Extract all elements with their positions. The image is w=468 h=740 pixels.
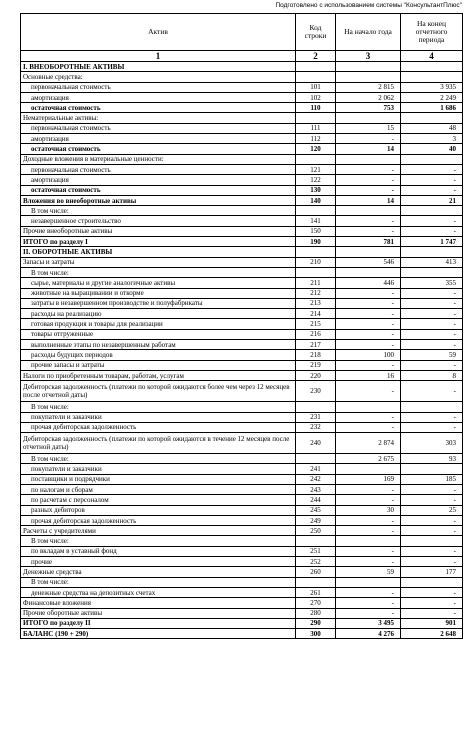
row-code: 102 [296, 92, 336, 102]
row-label: затраты в незавершенном производстве и полуфабрикаты [21, 298, 296, 308]
row-start: - [336, 329, 401, 339]
row-start: 169 [336, 474, 401, 484]
table-row [21, 505, 463, 515]
row-label: Прочие внеоборотные активы [21, 226, 296, 236]
row-end [401, 113, 463, 123]
table-row [21, 175, 463, 185]
row-end [401, 154, 463, 164]
row-start: 14 [336, 144, 401, 154]
row-label: В том числе: [21, 454, 296, 464]
row-end: - [401, 226, 463, 236]
row-start [336, 247, 401, 257]
row-label: покупатели и заказчики [21, 464, 296, 474]
row-end: 2 648 [401, 629, 463, 639]
table-row [21, 422, 463, 432]
row-label: ИТОГО по разделу I [21, 237, 296, 247]
row-start: 2 874 [336, 433, 401, 454]
row-start: 15 [336, 123, 401, 133]
row-code: 250 [296, 526, 336, 536]
row-label: товары отгруженные [21, 329, 296, 339]
row-code [296, 454, 336, 464]
row-end: 3 935 [401, 82, 463, 92]
row-start: 753 [336, 103, 401, 113]
row-code: 218 [296, 350, 336, 360]
header-asset: Актив [21, 14, 296, 51]
table-row [21, 319, 463, 329]
row-code: 130 [296, 185, 336, 195]
row-start: 446 [336, 278, 401, 288]
row-code: 300 [296, 629, 336, 639]
row-end: - [401, 329, 463, 339]
row-label: по расчетам с персоналом [21, 495, 296, 505]
row-code: 101 [296, 82, 336, 92]
header-end: На конец отчетного периода [401, 14, 463, 51]
row-code: 261 [296, 587, 336, 597]
row-code [296, 206, 336, 216]
row-start: - [336, 587, 401, 597]
row-code: 112 [296, 134, 336, 144]
row-code: 240 [296, 433, 336, 454]
row-start: 100 [336, 350, 401, 360]
row-start [336, 267, 401, 277]
table-row [21, 82, 463, 92]
table-row [21, 62, 463, 72]
col-number-1: 1 [21, 51, 296, 62]
row-code: 214 [296, 309, 336, 319]
row-code: 216 [296, 329, 336, 339]
row-label: по вкладам в уставный фонд [21, 546, 296, 556]
row-start: - [336, 164, 401, 174]
table-row [21, 185, 463, 195]
row-end: - [401, 515, 463, 525]
table-row [21, 515, 463, 525]
row-label: II. ОБОРОТНЫЕ АКТИВЫ [21, 247, 296, 257]
table-row [21, 164, 463, 174]
table-row [21, 350, 463, 360]
row-label: ИТОГО по разделу II [21, 618, 296, 628]
row-label: расходы на реализацию [21, 309, 296, 319]
table-row [21, 360, 463, 370]
row-start: - [336, 309, 401, 319]
row-start: 546 [336, 257, 401, 267]
table-row [21, 144, 463, 154]
row-code: 219 [296, 360, 336, 370]
row-start [336, 536, 401, 546]
row-end [401, 464, 463, 474]
row-label: покупатели и заказчики [21, 412, 296, 422]
row-end [401, 247, 463, 257]
row-label: первоначальная стоимость [21, 164, 296, 174]
table-row [21, 267, 463, 277]
row-label: Вложения во внеоборотные активы [21, 195, 296, 205]
row-start: - [336, 557, 401, 567]
table-row [21, 216, 463, 226]
row-label: первоначальная стоимость [21, 123, 296, 133]
row-label: по налогам и сборам [21, 484, 296, 494]
row-start: - [336, 495, 401, 505]
row-end: 21 [401, 195, 463, 205]
table-row [21, 247, 463, 257]
row-code: 290 [296, 618, 336, 628]
table-row [21, 402, 463, 412]
table-row [21, 288, 463, 298]
table-row [21, 484, 463, 494]
row-start [336, 62, 401, 72]
row-start: 59 [336, 567, 401, 577]
row-start: - [336, 484, 401, 494]
table-row [21, 123, 463, 133]
row-end: 93 [401, 454, 463, 464]
row-start: - [336, 175, 401, 185]
row-code: 245 [296, 505, 336, 515]
table-row [21, 154, 463, 164]
row-code: 190 [296, 237, 336, 247]
row-code: 110 [296, 103, 336, 113]
row-start: - [336, 319, 401, 329]
row-label: прочая дебиторская задолженность [21, 422, 296, 432]
row-code [296, 113, 336, 123]
row-start: 4 276 [336, 629, 401, 639]
row-end: - [401, 319, 463, 329]
table-row [21, 72, 463, 82]
table-row [21, 587, 463, 597]
row-code: 121 [296, 164, 336, 174]
row-code [296, 577, 336, 587]
row-code: 243 [296, 484, 336, 494]
row-end: - [401, 526, 463, 536]
row-code: 150 [296, 226, 336, 236]
header-code: Код строки [296, 14, 336, 51]
table-row [21, 464, 463, 474]
row-end: - [401, 360, 463, 370]
row-label: незавершенное строительство [21, 216, 296, 226]
row-label: остаточная стоимость [21, 144, 296, 154]
row-label: Основные средства: [21, 72, 296, 82]
row-start: - [336, 298, 401, 308]
row-start [336, 464, 401, 474]
row-label: животные на выращивании и откорме [21, 288, 296, 298]
row-end: - [401, 557, 463, 567]
table-row [21, 226, 463, 236]
balance-table [20, 13, 463, 639]
row-end: - [401, 381, 463, 402]
row-start [336, 72, 401, 82]
table-row [21, 278, 463, 288]
row-start: - [336, 381, 401, 402]
row-code: 252 [296, 557, 336, 567]
table-row [21, 381, 463, 402]
row-start [336, 113, 401, 123]
table-row [21, 134, 463, 144]
table-row [21, 495, 463, 505]
row-start: - [336, 134, 401, 144]
row-end: - [401, 546, 463, 556]
row-start: - [336, 226, 401, 236]
table-row [21, 526, 463, 536]
row-end: - [401, 598, 463, 608]
row-code: 270 [296, 598, 336, 608]
row-end: - [401, 185, 463, 195]
table-row [21, 433, 463, 454]
row-label: поставщики и подрядчики [21, 474, 296, 484]
row-start: - [336, 546, 401, 556]
row-end: 3 [401, 134, 463, 144]
row-label: I. ВНЕОБОРОТНЫЕ АКТИВЫ [21, 62, 296, 72]
row-code: 140 [296, 195, 336, 205]
row-code: 260 [296, 567, 336, 577]
table-row [21, 340, 463, 350]
table-row [21, 257, 463, 267]
row-end: - [401, 422, 463, 432]
row-label: амортизация [21, 92, 296, 102]
table-row [21, 608, 463, 618]
row-start [336, 206, 401, 216]
row-label: В том числе: [21, 402, 296, 412]
row-code [296, 402, 336, 412]
row-code: 211 [296, 278, 336, 288]
row-end: - [401, 412, 463, 422]
row-start [336, 154, 401, 164]
table-row [21, 474, 463, 484]
row-code: 212 [296, 288, 336, 298]
table-row [21, 195, 463, 205]
row-end: 185 [401, 474, 463, 484]
row-code: 251 [296, 546, 336, 556]
row-label: амортизация [21, 134, 296, 144]
row-end: 1 686 [401, 103, 463, 113]
row-end: - [401, 484, 463, 494]
row-start: 14 [336, 195, 401, 205]
table-row [21, 536, 463, 546]
row-start: 3 495 [336, 618, 401, 628]
row-label: остаточная стоимость [21, 185, 296, 195]
row-end: 2 249 [401, 92, 463, 102]
row-start: 2 675 [336, 454, 401, 464]
header-start: На начало года [336, 14, 401, 51]
row-code: 120 [296, 144, 336, 154]
table-row [21, 329, 463, 339]
row-start: - [336, 422, 401, 432]
row-end: 413 [401, 257, 463, 267]
row-start: 2 062 [336, 92, 401, 102]
row-start: - [336, 608, 401, 618]
row-code: 210 [296, 257, 336, 267]
row-start: - [336, 360, 401, 370]
row-label: Денежные средства [21, 567, 296, 577]
row-label: В том числе: [21, 536, 296, 546]
row-label: остаточная стоимость [21, 103, 296, 113]
row-label: БАЛАНС (190 + 290) [21, 629, 296, 639]
row-start: - [336, 515, 401, 525]
row-code: 242 [296, 474, 336, 484]
row-code [296, 267, 336, 277]
row-end [401, 402, 463, 412]
table-row [21, 629, 463, 639]
row-code [296, 247, 336, 257]
row-code: 141 [296, 216, 336, 226]
row-code: 244 [296, 495, 336, 505]
col-number-3: 3 [336, 51, 401, 62]
table-row [21, 546, 463, 556]
row-start: 30 [336, 505, 401, 515]
row-start: - [336, 598, 401, 608]
row-code: 230 [296, 381, 336, 402]
row-label: амортизация [21, 175, 296, 185]
row-end [401, 267, 463, 277]
col-number-2: 2 [296, 51, 336, 62]
row-label: прочие запасы и затраты [21, 360, 296, 370]
row-end: 25 [401, 505, 463, 515]
row-end: - [401, 608, 463, 618]
row-start: 2 815 [336, 82, 401, 92]
row-start: - [336, 288, 401, 298]
row-start: - [336, 340, 401, 350]
row-label: Финансовые вложения [21, 598, 296, 608]
row-start [336, 402, 401, 412]
row-label: В том числе: [21, 206, 296, 216]
row-end: - [401, 288, 463, 298]
table-row [21, 103, 463, 113]
row-start: - [336, 412, 401, 422]
row-end: - [401, 340, 463, 350]
row-start [336, 577, 401, 587]
table-row [21, 412, 463, 422]
table-row [21, 206, 463, 216]
row-label: готовая продукция и товары для реализации [21, 319, 296, 329]
table-row [21, 598, 463, 608]
table-row [21, 618, 463, 628]
row-label: прочие [21, 557, 296, 567]
row-label: Нематериальные активы: [21, 113, 296, 123]
table-row [21, 298, 463, 308]
table-row [21, 237, 463, 247]
consultant-note: Подготовлено с использованием системы "КонсультантПлюс" [275, 2, 462, 9]
row-label: расходы будущих периодов [21, 350, 296, 360]
row-code: 217 [296, 340, 336, 350]
row-code: 249 [296, 515, 336, 525]
row-label: разных дебиторов [21, 505, 296, 515]
row-end: 1 747 [401, 237, 463, 247]
row-end [401, 206, 463, 216]
row-start: - [336, 216, 401, 226]
row-end: - [401, 216, 463, 226]
row-label: Дебиторская задолженность (платежи по которой ожидаются более чем через 12 месяцев после отчетной даты) [21, 381, 296, 402]
row-label: Прочие оборотные активы [21, 608, 296, 618]
row-label: Налоги по приобретенным товарам, работам, услугам [21, 370, 296, 380]
row-end: 40 [401, 144, 463, 154]
row-label: первоначальная стоимость [21, 82, 296, 92]
row-end: - [401, 164, 463, 174]
row-label: Расчеты с учредителями [21, 526, 296, 536]
row-end: - [401, 309, 463, 319]
table-row [21, 309, 463, 319]
row-end: - [401, 587, 463, 597]
row-code [296, 536, 336, 546]
row-end [401, 577, 463, 587]
table-row [21, 577, 463, 587]
row-code: 215 [296, 319, 336, 329]
row-label: денежные средства на депозитных счетах [21, 587, 296, 597]
row-label: Дебиторская задолженность (платежи по которой ожидаются в течение 12 месяцев после отчетной даты) [21, 433, 296, 454]
row-end: - [401, 175, 463, 185]
row-end [401, 72, 463, 82]
row-start: 16 [336, 370, 401, 380]
row-end: 59 [401, 350, 463, 360]
row-start: 781 [336, 237, 401, 247]
table-row [21, 113, 463, 123]
row-code [296, 62, 336, 72]
table-row [21, 370, 463, 380]
row-start: - [336, 185, 401, 195]
row-start: - [336, 526, 401, 536]
table-row [21, 454, 463, 464]
row-label: В том числе: [21, 577, 296, 587]
row-code: 220 [296, 370, 336, 380]
row-code: 232 [296, 422, 336, 432]
col-number-4: 4 [401, 51, 463, 62]
row-end: 901 [401, 618, 463, 628]
row-end: - [401, 495, 463, 505]
row-label: сырье, материалы и другие аналогичные активы [21, 278, 296, 288]
row-end [401, 62, 463, 72]
table-row [21, 557, 463, 567]
row-code: 231 [296, 412, 336, 422]
row-code: 213 [296, 298, 336, 308]
row-end: - [401, 298, 463, 308]
row-label: прочая дебиторская задолженность [21, 515, 296, 525]
row-code [296, 72, 336, 82]
row-end: 303 [401, 433, 463, 454]
row-code: 280 [296, 608, 336, 618]
table-row [21, 92, 463, 102]
row-code: 241 [296, 464, 336, 474]
row-label: Запасы и затраты [21, 257, 296, 267]
row-end: 8 [401, 370, 463, 380]
row-code: 122 [296, 175, 336, 185]
row-end: 177 [401, 567, 463, 577]
row-end: 355 [401, 278, 463, 288]
table-row [21, 567, 463, 577]
row-code: 111 [296, 123, 336, 133]
row-end [401, 536, 463, 546]
row-code [296, 154, 336, 164]
row-label: В том числе: [21, 267, 296, 277]
row-label: Доходные вложения в материальные ценности: [21, 154, 296, 164]
row-label: выполненные этапы по незавершенным работам [21, 340, 296, 350]
row-end: 48 [401, 123, 463, 133]
